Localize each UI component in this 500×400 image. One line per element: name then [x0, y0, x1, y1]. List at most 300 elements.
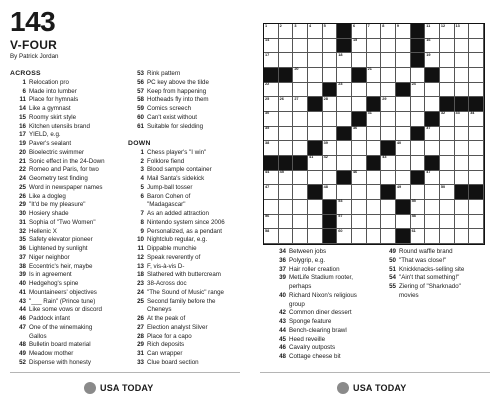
grid-cell[interactable] [352, 200, 367, 215]
grid-cell[interactable] [293, 39, 308, 54]
clue-number: 25 [19, 183, 26, 191]
cell-number: 42 [323, 155, 328, 160]
grid-cell[interactable] [308, 24, 323, 39]
grid-cell[interactable] [411, 215, 426, 230]
grid-cell[interactable] [308, 171, 323, 186]
clue-text: Hedgehog's spine [29, 280, 79, 287]
clue-item [128, 315, 246, 324]
grid-cell[interactable] [337, 112, 352, 127]
grid-cell[interactable] [411, 185, 426, 200]
grid-block [308, 185, 323, 200]
grid-cell[interactable] [381, 127, 396, 142]
grid-cell[interactable] [455, 141, 470, 156]
grid-cell[interactable] [337, 53, 352, 68]
clue-text: Place for a capo [147, 332, 192, 340]
cell-number: 14 [265, 38, 270, 43]
clue-item [10, 263, 128, 272]
cell-number: 38 [265, 140, 270, 145]
clue-text: As an added attraction [147, 210, 209, 217]
clue-item [10, 228, 128, 237]
grid-cell[interactable] [279, 97, 294, 112]
cell-number: 37 [426, 126, 431, 131]
grid-cell[interactable] [337, 97, 352, 112]
grid-cell[interactable] [293, 112, 308, 127]
grid-cell[interactable] [367, 215, 382, 230]
grid-cell[interactable] [396, 53, 411, 68]
clue-item [10, 79, 128, 88]
grid-cell[interactable] [308, 39, 323, 54]
grid-cell[interactable] [264, 229, 279, 244]
cell-number: 19 [426, 52, 431, 57]
grid-cell[interactable] [396, 215, 411, 230]
grid-cell[interactable] [367, 68, 382, 83]
grid-cell[interactable] [337, 156, 352, 171]
grid-cell[interactable] [440, 53, 455, 68]
grid-cell[interactable] [425, 171, 440, 186]
grid-cell[interactable] [352, 53, 367, 68]
grid-cell[interactable] [425, 229, 440, 244]
grid-cell[interactable] [264, 53, 279, 68]
grid-block [411, 24, 426, 39]
cell-number: 48 [323, 184, 328, 189]
clue-text: Knickknacks-selling site [399, 265, 465, 273]
grid-cell[interactable] [293, 127, 308, 142]
grid-block [411, 171, 426, 186]
clue-text: Like a dogleg [29, 192, 66, 200]
grid-cell[interactable] [425, 97, 440, 112]
grid-cell[interactable] [411, 112, 426, 127]
grid-cell[interactable] [293, 141, 308, 156]
clue-number: 39 [279, 274, 286, 282]
grid-cell[interactable] [425, 39, 440, 54]
grid-cell[interactable] [469, 215, 484, 230]
grid-cell[interactable] [352, 97, 367, 112]
cell-number: 36 [352, 126, 358, 131]
grid-cell[interactable] [337, 141, 352, 156]
cell-number: 32 [440, 111, 446, 116]
grid-cell[interactable] [279, 171, 294, 186]
cell-number: 6 [352, 23, 356, 28]
grid-cell[interactable] [293, 185, 308, 200]
down-clue-list-final [380, 248, 488, 301]
footer-rule [10, 372, 240, 373]
grid-block [352, 112, 367, 127]
clue-text: Bioelectric swimmer [29, 148, 85, 156]
grid-cell[interactable] [323, 24, 338, 39]
clue-item [10, 315, 128, 324]
grid-cell[interactable] [293, 215, 308, 230]
grid-cell[interactable] [396, 127, 411, 142]
grid-cell[interactable] [367, 39, 382, 54]
clue-item [10, 140, 128, 149]
clue-number: 54 [389, 274, 396, 282]
clues-column-1 [10, 70, 128, 368]
grid-cell[interactable] [323, 156, 338, 171]
grid-cell[interactable] [367, 141, 382, 156]
grid-cell[interactable] [425, 200, 440, 215]
grid-cell[interactable] [279, 229, 294, 244]
clue-item [10, 350, 128, 359]
clue-item [128, 289, 246, 298]
clue-number: 31 [137, 350, 144, 357]
clue-item [128, 350, 246, 359]
grid-cell[interactable] [381, 53, 396, 68]
grid-cell[interactable] [352, 215, 367, 230]
clue-item [128, 79, 246, 88]
clue-text: Can wrapper [147, 350, 183, 357]
grid-cell[interactable] [411, 200, 426, 215]
grid-cell[interactable] [352, 127, 367, 142]
grid-cell[interactable] [323, 127, 338, 142]
down-clue-list [128, 149, 246, 368]
grid-cell[interactable] [337, 83, 352, 98]
clue-number: 6 [22, 87, 26, 95]
grid-cell[interactable] [293, 53, 308, 68]
grid-cell[interactable] [264, 112, 279, 127]
clue-item [10, 298, 128, 307]
grid-cell[interactable] [469, 68, 484, 83]
grid-cell[interactable] [308, 200, 323, 215]
grid-cell[interactable] [308, 127, 323, 142]
grid-cell[interactable] [323, 185, 338, 200]
grid-cell[interactable] [455, 53, 470, 68]
grid-cell[interactable] [264, 83, 279, 98]
clue-number: 49 [19, 350, 26, 357]
puzzle-title: V-FOUR [10, 38, 58, 52]
grid-cell[interactable] [469, 171, 484, 186]
grid-cell[interactable] [425, 215, 440, 230]
grid-cell[interactable] [469, 156, 484, 171]
grid-cell[interactable] [308, 83, 323, 98]
clue-number: 2 [140, 157, 144, 165]
clue-item [128, 184, 246, 193]
grid-cell[interactable] [264, 171, 279, 186]
clue-text: Eccentric's heir, maybe [29, 262, 93, 270]
grid-block [396, 229, 411, 244]
grid-cell[interactable] [469, 229, 484, 244]
grid-cell[interactable] [323, 141, 338, 156]
grid-cell[interactable] [367, 200, 382, 215]
grid-cell[interactable] [367, 83, 382, 98]
grid-cell[interactable] [396, 185, 411, 200]
grid-block [469, 97, 484, 112]
grid-cell[interactable] [279, 141, 294, 156]
grid-cell[interactable] [337, 68, 352, 83]
grid-cell[interactable] [381, 83, 396, 98]
clue-number: 43 [279, 318, 286, 325]
clue-number: 53 [137, 70, 144, 77]
grid-cell[interactable] [308, 156, 323, 171]
grid-cell[interactable] [352, 24, 367, 39]
clue-item [270, 283, 378, 292]
grid-cell[interactable] [440, 83, 455, 98]
grid-cell[interactable] [455, 229, 470, 244]
grid-cell[interactable] [264, 97, 279, 112]
clue-item [128, 341, 246, 350]
clue-text: Sonic effect in the 24-Down [29, 157, 105, 165]
grid-cell[interactable] [469, 83, 484, 98]
grid-cell[interactable] [308, 112, 323, 127]
clue-text: Can't exist without [147, 113, 198, 121]
grid-cell[interactable] [469, 200, 484, 215]
grid-cell[interactable] [279, 200, 294, 215]
clue-text: Like a gymnast [29, 105, 71, 112]
grid-cell[interactable] [323, 53, 338, 68]
grid-cell[interactable] [440, 24, 455, 39]
clue-text: Cavalry outposts [289, 344, 336, 352]
grid-cell[interactable] [455, 200, 470, 215]
clue-number: 12 [137, 253, 144, 261]
grid-cell[interactable] [440, 127, 455, 142]
grid-cell[interactable] [352, 185, 367, 200]
grid-cell[interactable] [396, 156, 411, 171]
grid-cell[interactable] [279, 185, 294, 200]
grid-cell[interactable] [308, 53, 323, 68]
grid-cell[interactable] [367, 112, 382, 127]
clue-item [10, 271, 128, 280]
grid-cell[interactable] [425, 83, 440, 98]
grid-cell[interactable] [381, 97, 396, 112]
grid-cell[interactable] [352, 229, 367, 244]
clue-item [10, 105, 128, 114]
clue-text: Sophia of "Two Women" [29, 218, 96, 226]
grid-cell[interactable] [440, 68, 455, 83]
grid-cell[interactable] [381, 156, 396, 171]
clue-text: "___ Rain" (Prince tune) [29, 297, 96, 305]
grid-cell[interactable] [264, 185, 279, 200]
grid-cell[interactable] [279, 215, 294, 230]
clue-number: 61 [137, 122, 144, 130]
clue-number: 22 [19, 166, 26, 174]
clue-number: 57 [137, 87, 144, 95]
grid-cell[interactable] [411, 68, 426, 83]
grid-cell[interactable] [425, 127, 440, 142]
clue-text: Suitable for sledding [147, 122, 204, 130]
grid-cell[interactable] [352, 141, 367, 156]
clue-item [128, 210, 246, 219]
grid-cell[interactable] [323, 68, 338, 83]
grid-cell[interactable] [469, 127, 484, 142]
clue-number: 5 [140, 183, 144, 191]
grid-cell[interactable] [352, 83, 367, 98]
grid-cell[interactable] [293, 229, 308, 244]
grid-cell[interactable] [264, 215, 279, 230]
grid-cell[interactable] [440, 171, 455, 186]
grid-cell[interactable] [440, 185, 455, 200]
grid-cell[interactable] [455, 127, 470, 142]
grid-cell[interactable] [440, 156, 455, 171]
clue-number: 6 [140, 192, 144, 200]
grid-cell[interactable] [367, 23, 385, 39]
clue-text: Word in newspaper names [29, 183, 103, 191]
grid-cell[interactable] [396, 68, 411, 83]
grid-cell[interactable] [293, 68, 308, 83]
grid-cell[interactable] [381, 171, 396, 186]
grid-cell[interactable] [337, 200, 352, 215]
grid-cell[interactable] [367, 53, 382, 68]
clue-number: 60 [137, 113, 144, 121]
grid-cell[interactable] [425, 53, 440, 68]
grid-cell[interactable] [469, 141, 484, 156]
grid-cell[interactable] [440, 229, 455, 244]
grid-cell[interactable] [411, 229, 426, 244]
grid-cell[interactable] [396, 24, 411, 39]
grid-cell[interactable] [425, 185, 440, 200]
grid-cell[interactable] [396, 171, 411, 186]
grid-cell[interactable] [367, 171, 382, 186]
grid-cell[interactable] [455, 39, 470, 54]
grid-cell[interactable] [308, 229, 323, 244]
grid-cell[interactable] [411, 97, 426, 112]
clue-number: 44 [279, 326, 286, 334]
grid-cell[interactable] [337, 229, 352, 244]
clue-text: Dispense with honesty [29, 358, 91, 366]
grid-cell[interactable] [308, 215, 323, 230]
grid-cell[interactable] [455, 171, 470, 186]
grid-cell[interactable] [411, 83, 426, 98]
clue-item [270, 336, 378, 345]
grid-block [323, 215, 338, 230]
grid-cell[interactable] [367, 229, 382, 244]
clue-item [128, 254, 246, 263]
grid-cell[interactable] [279, 23, 297, 39]
clue-item [270, 344, 378, 353]
grid-cell[interactable] [308, 68, 323, 83]
grid-block [469, 185, 484, 200]
grid-cell[interactable] [381, 39, 396, 54]
clue-text: "Ain't that something!" [399, 274, 460, 282]
clue-item [128, 149, 246, 158]
grid-cell[interactable] [440, 39, 455, 54]
grid-cell[interactable] [455, 68, 470, 83]
cell-number: 47 [426, 170, 431, 175]
grid-cell[interactable] [455, 24, 470, 39]
grid-cell[interactable] [469, 112, 484, 127]
clue-text: Relocation pro [29, 78, 69, 86]
grid-cell[interactable] [381, 215, 396, 230]
grid-cell[interactable] [469, 53, 484, 68]
grid-cell[interactable] [455, 83, 470, 98]
grid-cell[interactable] [440, 112, 455, 127]
grid-cell[interactable] [455, 215, 470, 230]
clue-text: Bench-clearing brawl [289, 326, 347, 334]
clue-item [128, 219, 246, 228]
grid-cell[interactable] [352, 39, 367, 54]
grid-cell[interactable] [367, 185, 382, 200]
clue-number: 48 [279, 353, 286, 360]
clue-text: Comics screech [147, 105, 192, 112]
grid-cell[interactable] [396, 112, 411, 127]
grid-cell[interactable] [352, 156, 367, 171]
clue-number: 44 [19, 306, 26, 314]
grid-cell[interactable] [411, 141, 426, 156]
grid-cell[interactable] [352, 171, 367, 186]
clue-text: Common diner dessert [289, 309, 352, 317]
clue-number: 37 [279, 265, 286, 273]
grid-cell[interactable] [264, 127, 279, 142]
grid-cell[interactable] [323, 39, 338, 54]
grid-cell[interactable] [323, 171, 338, 186]
clue-text: "Madagascar" [147, 201, 186, 209]
grid-cell[interactable] [411, 156, 426, 171]
clue-text: movies [399, 291, 419, 299]
clue-number: 51 [389, 265, 396, 273]
clue-item [380, 292, 488, 301]
grid-cell[interactable] [396, 39, 411, 54]
clue-text: Round waffle brand [399, 248, 453, 255]
grid-cell[interactable] [469, 39, 484, 54]
clue-item [128, 114, 246, 123]
clue-number: 46 [279, 344, 286, 352]
clue-text: Personalized, as a pendant [147, 227, 222, 235]
clue-text: Polygrip, e.g. [289, 256, 326, 264]
grid-cell[interactable] [323, 112, 338, 127]
grid-cell[interactable] [425, 141, 440, 156]
grid-cell[interactable] [367, 127, 382, 142]
clue-number: 42 [279, 309, 286, 317]
grid-block [279, 68, 294, 83]
grid-cell[interactable] [337, 215, 352, 230]
cell-number: 11 [426, 23, 431, 28]
grid-cell[interactable] [440, 141, 455, 156]
clue-text: Lightened by sunlight [29, 245, 88, 252]
grid-cell[interactable] [381, 24, 396, 39]
grid-cell[interactable] [440, 215, 455, 230]
grid-cell[interactable] [469, 24, 484, 39]
grid-cell[interactable] [264, 39, 279, 54]
grid-block [411, 127, 426, 142]
grid-cell[interactable] [455, 112, 470, 127]
grid-block [337, 24, 352, 39]
cell-number: 34 [470, 111, 475, 116]
cell-number: 50 [440, 184, 446, 189]
grid-cell[interactable] [293, 83, 308, 98]
grid-cell[interactable] [381, 229, 396, 244]
grid-cell[interactable] [293, 97, 308, 112]
grid-cell[interactable] [396, 141, 411, 156]
clue-number: 39 [19, 271, 26, 279]
grid-cell[interactable] [455, 156, 470, 171]
grid-cell[interactable] [264, 141, 279, 156]
grid-cell[interactable] [337, 185, 352, 200]
grid-cell[interactable] [425, 24, 440, 39]
grid-cell[interactable] [293, 24, 308, 39]
clue-text: Hosiery shade [29, 210, 69, 217]
grid-cell[interactable] [279, 127, 294, 142]
grid-cell[interactable] [396, 97, 411, 112]
grid-cell[interactable] [264, 200, 279, 215]
grid-cell[interactable] [264, 24, 279, 39]
grid-cell[interactable] [323, 97, 338, 112]
grid-cell[interactable] [381, 112, 396, 127]
grid-block [352, 68, 367, 83]
clue-number: 25 [137, 297, 144, 305]
cell-number: 3 [294, 23, 297, 28]
grid-cell[interactable] [381, 200, 396, 215]
grid-cell[interactable] [279, 112, 294, 127]
grid-cell[interactable] [279, 53, 294, 68]
cell-number: 61 [411, 228, 416, 233]
grid-cell[interactable] [293, 171, 308, 186]
clue-text: Paver's sealant [29, 140, 72, 147]
grid-cell[interactable] [293, 200, 308, 215]
grid-cell[interactable] [279, 83, 294, 98]
grid-cell[interactable] [279, 39, 294, 54]
clue-text: One of the winemaking [29, 323, 93, 331]
grid-cell[interactable] [381, 68, 396, 83]
cell-number: 58 [265, 228, 270, 233]
grid-cell[interactable] [440, 200, 455, 215]
